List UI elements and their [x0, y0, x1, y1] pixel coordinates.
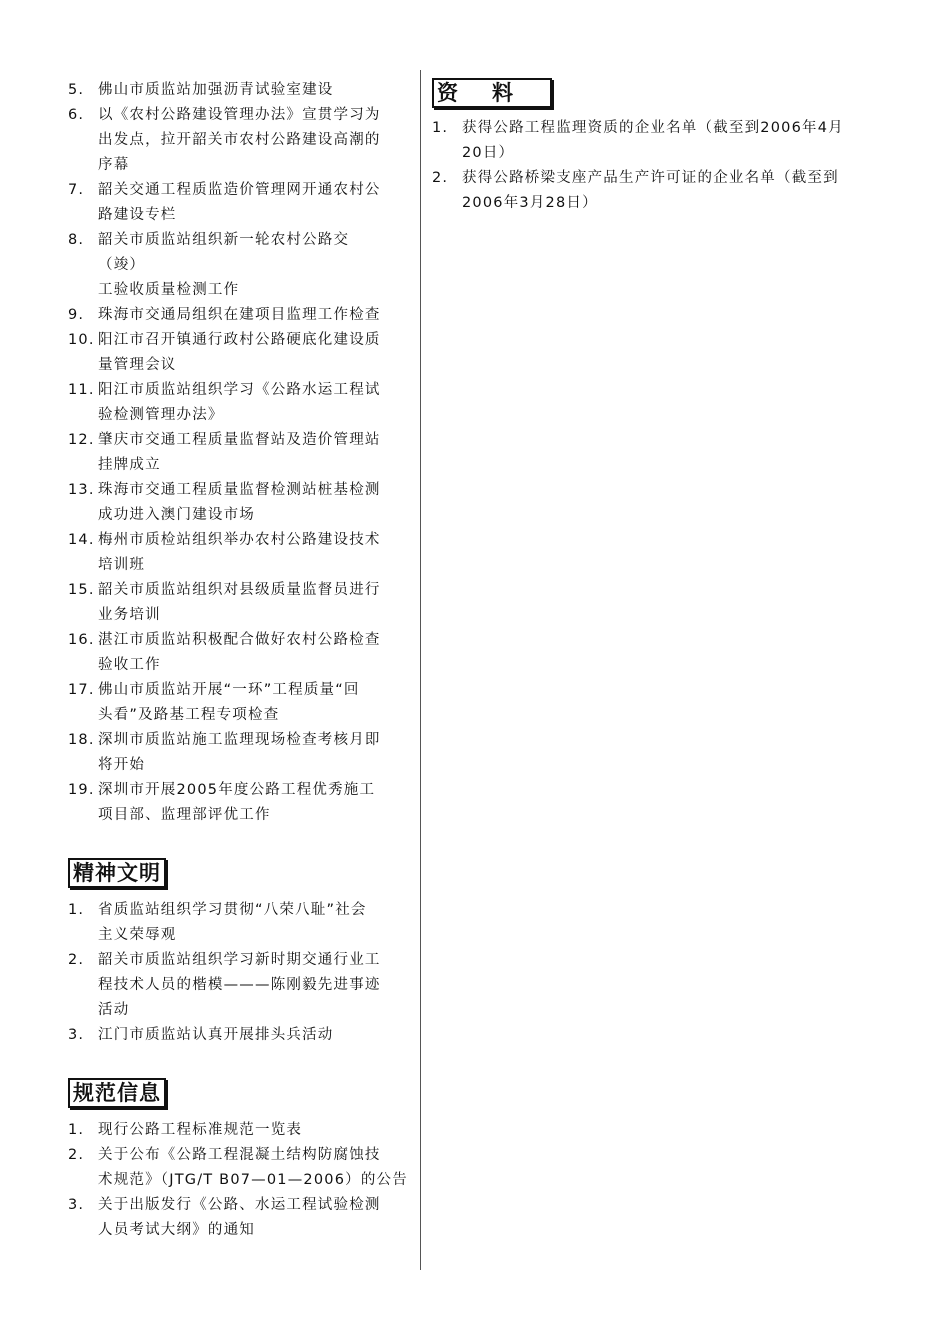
item-number: 19. — [68, 782, 95, 798]
item-text: 人员考试大纲》的通知 — [98, 1222, 255, 1238]
item-number: 2. — [432, 170, 449, 186]
item-text: 省质监站组织学习贯彻“八荣八耻”社会 — [98, 902, 367, 918]
materials-list — [432, 116, 892, 216]
item-text: 路建设专栏 — [98, 207, 177, 223]
item-number: 11. — [68, 382, 95, 398]
left-column — [68, 78, 413, 1243]
list-item[interactable] — [68, 303, 413, 328]
item-text: 将开始 — [98, 757, 146, 773]
item-text: 肇庆市交通工程质量监督站及造价管理站 — [98, 432, 381, 448]
item-number: 1. — [68, 1122, 85, 1138]
list-item[interactable] — [68, 103, 413, 178]
list-item[interactable] — [68, 178, 413, 228]
item-text: 挂牌成立 — [98, 457, 161, 473]
item-number: 1. — [432, 120, 449, 136]
list-item[interactable] — [68, 678, 413, 728]
spirit-list — [68, 898, 413, 1048]
list-item[interactable] — [68, 578, 413, 628]
list-item[interactable] — [68, 948, 413, 1023]
list-item[interactable] — [68, 228, 413, 303]
item-text: 2006年3月28日） — [462, 195, 598, 211]
list-item[interactable] — [68, 478, 413, 528]
item-text: 成功进入澳门建设市场 — [98, 507, 255, 523]
list-item[interactable] — [68, 778, 413, 828]
list-item[interactable] — [432, 116, 892, 166]
list-item[interactable] — [68, 1118, 413, 1143]
item-text: 湛江市质监站积极配合做好农村公路检查 — [98, 632, 381, 648]
item-number: 3. — [68, 1027, 85, 1043]
item-text: 项目部、监理部评优工作 — [98, 807, 271, 823]
item-text: 关于出版发行《公路、水运工程试验检测 — [98, 1197, 381, 1213]
item-text: 现行公路工程标准规范一览表 — [98, 1122, 303, 1138]
item-text: 阳江市质监站组织学习《公路水运工程试 — [98, 382, 381, 398]
item-text: 韶关市质监站组织新一轮农村公路交 — [98, 232, 350, 248]
item-number: 6. — [68, 107, 85, 123]
item-text: 韶关市质监站组织学习新时期交通行业工 — [98, 952, 381, 968]
item-number: 3. — [68, 1197, 85, 1213]
item-text: 术规范》（JTG/T B07—01—2006）的公告 — [98, 1172, 408, 1188]
item-number: 18. — [68, 732, 95, 748]
item-number: 16. — [68, 632, 95, 648]
list-item[interactable] — [68, 728, 413, 778]
list-item[interactable] — [68, 328, 413, 378]
list-item[interactable] — [68, 898, 413, 948]
column-divider — [420, 70, 421, 1270]
item-text: 20日） — [462, 145, 515, 161]
list-item[interactable] — [68, 1193, 413, 1243]
item-number: 2. — [68, 1147, 85, 1163]
spirit-section — [68, 858, 413, 1048]
item-text: 珠海市交通局组织在建项目监理工作检查 — [98, 307, 381, 323]
item-text: 获得公路工程监理资质的企业名单（截至到2006年4月 — [462, 120, 844, 136]
section-heading-norms: 规范信息 — [68, 1078, 166, 1108]
item-number: 5. — [68, 82, 85, 98]
item-text: 序幕 — [98, 157, 130, 173]
item-text: 关于公布《公路工程混凝土结构防腐蚀技 — [98, 1147, 381, 1163]
item-text: 头看”及路基工程专项检查 — [98, 707, 280, 723]
item-text: 深圳市质监站施工监理现场检查考核月即 — [98, 732, 381, 748]
item-text: 业务培训 — [98, 607, 161, 623]
item-text: 获得公路桥梁支座产品生产许可证的企业名单（截至到 — [462, 170, 839, 186]
item-number: 10. — [68, 332, 95, 348]
news-list — [68, 78, 413, 828]
list-item[interactable] — [68, 378, 413, 428]
item-text: 佛山市质监站开展“一环”工程质量“回 — [98, 682, 360, 698]
list-item[interactable] — [68, 628, 413, 678]
item-text: 主义荣辱观 — [98, 927, 177, 943]
item-text: 程技术人员的楷模———陈刚毅先进事迹 — [98, 977, 381, 993]
item-text: 深圳市开展2005年度公路工程优秀施工 — [98, 782, 376, 798]
item-number: 14. — [68, 532, 95, 548]
item-number: 8. — [68, 232, 85, 248]
item-text: 韶关市质监站组织对县级质量监督员进行 — [98, 582, 381, 598]
item-number: 9. — [68, 307, 85, 323]
norms-list — [68, 1118, 413, 1243]
item-text: 以《农村公路建设管理办法》宣贯学习为 — [98, 107, 381, 123]
section-heading-spirit: 精神文明 — [68, 858, 166, 888]
norms-section — [68, 1078, 413, 1243]
list-item[interactable] — [68, 528, 413, 578]
item-text: 活动 — [98, 1002, 130, 1018]
item-text: 出发点，拉开韶关市农村公路建设高潮的 — [98, 132, 381, 148]
list-item[interactable] — [68, 1143, 413, 1193]
item-text: 阳江市召开镇通行政村公路硬底化建设质 — [98, 332, 381, 348]
right-column — [432, 78, 892, 216]
item-text: 验检测管理办法》 — [98, 407, 224, 423]
item-number: 7. — [68, 182, 85, 198]
item-number: 13. — [68, 482, 95, 498]
item-text: （竣） — [98, 257, 146, 273]
item-number: 1. — [68, 902, 85, 918]
list-item[interactable] — [68, 1023, 413, 1048]
list-item[interactable] — [68, 428, 413, 478]
item-number: 17. — [68, 682, 95, 698]
item-number: 12. — [68, 432, 95, 448]
list-item[interactable] — [432, 166, 892, 216]
item-text: 验收工作 — [98, 657, 161, 673]
item-text: 佛山市质监站加强沥青试验室建设 — [98, 82, 334, 98]
item-number: 2. — [68, 952, 85, 968]
item-text: 梅州市质检站组织举办农村公路建设技术 — [98, 532, 381, 548]
item-text: 珠海市交通工程质量监督检测站桩基检测 — [98, 482, 381, 498]
item-text: 江门市质监站认真开展排头兵活动 — [98, 1027, 334, 1043]
item-text: 量管理会议 — [98, 357, 177, 373]
item-text: 韶关交通工程质监造价管理网开通农村公 — [98, 182, 381, 198]
item-number: 15. — [68, 582, 95, 598]
item-text: 工验收质量检测工作 — [98, 282, 240, 298]
section-heading-materials: 资料 — [432, 78, 552, 108]
item-text: 培训班 — [98, 557, 146, 573]
list-item[interactable] — [68, 78, 413, 103]
